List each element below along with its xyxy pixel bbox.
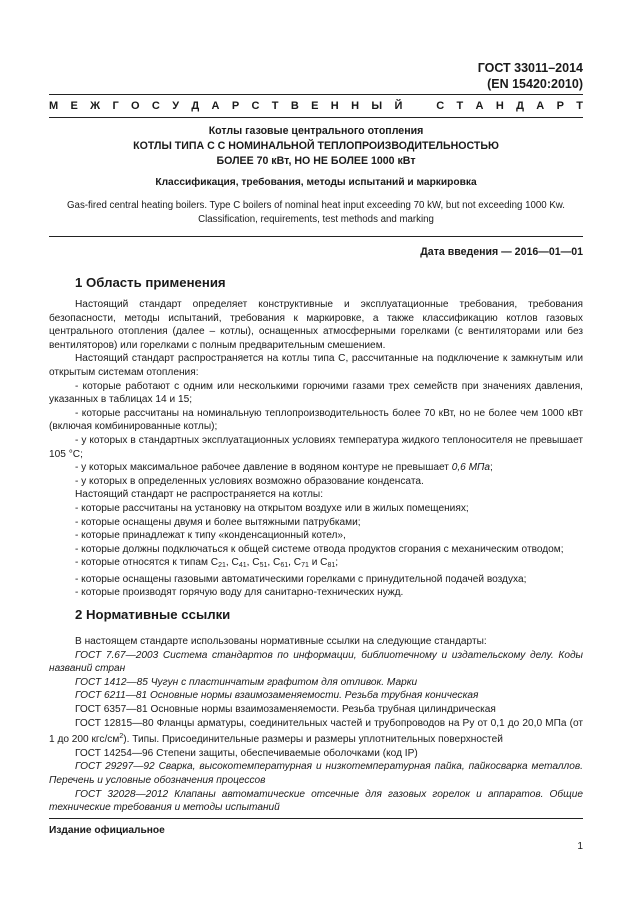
interstate-letter: М — [49, 100, 59, 112]
title-line: КОТЛЫ ТИПА С С НОМИНАЛЬНОЙ ТЕПЛОПРОИЗВОДИТЕЛЬНОСТЬЮ — [133, 140, 499, 152]
pressure-value: 0,6 МПа — [451, 462, 491, 474]
official-edition-label: Издание официальное — [49, 825, 165, 836]
type-subscript: 81 — [327, 562, 336, 570]
interstate-letter: С — [151, 100, 160, 112]
interstate-letter: Р — [231, 100, 240, 112]
interstate-letter: Е — [311, 100, 319, 112]
footer-rule — [49, 818, 583, 819]
type-subscript: 61 — [280, 562, 289, 570]
section-1-heading: 1 Область применения — [75, 275, 226, 290]
text: - которые относятся к типам С — [75, 557, 219, 569]
reference-item: ГОСТ 29297—92 Сварка, высокотемпературная и низкотемпературная пайка, пайкосварка металлов. Перечень и условные обозначения процессов — [49, 761, 583, 786]
introduction-date: Дата введения — 2016—01—01 — [420, 246, 583, 258]
text: ; — [335, 557, 339, 569]
interstate-letter: О — [131, 100, 140, 112]
text: ГОСТ 12815—80 Фланцы арматуры, соединительных частей и трубопроводов на Ру от 0,1 до 20,0 МПа (от 1 до 200 кгс/см — [49, 717, 583, 746]
reference-item: ГОСТ 14254—96 Степени защиты, обеспечиваемые оболочками (код IP) — [75, 747, 418, 759]
list-item: - у которых в стандартных эксплуатационных условиях температура жидкого теплоносителя не превышает 105 °С; — [49, 434, 583, 460]
interstate-letter: Н — [495, 100, 504, 112]
list-item: - которые принадлежат к типу «конденсационный котел», — [75, 530, 346, 542]
interstate-letter: Д — [191, 100, 200, 112]
reference-item — [49, 717, 583, 747]
type-subscript: 51 — [259, 562, 268, 570]
paragraph: Настоящий стандарт определяет конструктивные и эксплуатационные требования, требования безопасности, методы испытаний, требования к маркировке, а также классификацию котлов газовых центрального отопления (далее – котлы), оснащенных атмосферными горелками (с вентиляторами или без вентиляторов) или горелками с полным предварительным смешением. — [49, 299, 583, 351]
doc-number: ГОСТ 33011–2014 — [477, 61, 583, 75]
english-title-line: Gas-fired central heating boilers. Type C boilers of nominal heat input exceeding 70 kW, but not exceeding 1000 Kw. — [67, 200, 565, 211]
text: ). Типы. Присоединительные размеры и размеры уплотнительных поверхностей — [123, 734, 503, 746]
title-line: БОЛЕЕ 70 кВт, НО НЕ БОЛЕЕ 1000 кВт — [216, 155, 416, 167]
page-number: 1 — [577, 841, 583, 852]
interstate-letter: А — [536, 100, 545, 112]
header-rule — [49, 117, 583, 118]
en-number: (EN 15420:2010) — [487, 77, 583, 91]
type-subscript: 41 — [238, 562, 247, 570]
text: , С — [267, 557, 281, 569]
list-item — [49, 556, 583, 573]
interstate-standard-label — [49, 100, 583, 112]
word-gap — [415, 100, 424, 112]
english-title — [49, 199, 583, 227]
reference-item: ГОСТ 1412—85 Чугун с пластинчатым графитом для отливок. Марки — [75, 676, 418, 688]
interstate-letter: Ж — [90, 100, 101, 112]
reference-item: ГОСТ 32028—2012 Клапаны автоматические отсечные для газовых горелок и аппаратов. Общие технические требования и методы испытаний — [49, 788, 583, 814]
interstate-letter: Й — [394, 100, 403, 112]
interstate-letter: А — [475, 100, 484, 112]
interstate-letter: Ы — [371, 100, 383, 112]
interstate-letter: С — [436, 100, 445, 112]
interstate-letter: Т — [271, 100, 279, 112]
text: - у которых максимальное рабочее давление в водяном контуре не превышает — [75, 462, 452, 474]
text: и С — [308, 557, 328, 569]
list-item: - которые оснащены газовыми автоматическими горелками с принудительной подачей воздуха; — [75, 573, 527, 585]
standard-title — [49, 124, 583, 169]
interstate-letter: Н — [351, 100, 360, 112]
interstate-letter: Т — [456, 100, 464, 112]
interstate-letter: Е — [70, 100, 78, 112]
list-item: - которые работают с одним или несколькими горючими газами трех семейств при значениях давления, указанных в таблицах 14 и 15; — [49, 380, 583, 406]
superscript: 2 — [119, 733, 124, 741]
reference-item: ГОСТ 7.67—2003 Система стандартов по информации, библиотечному и издательскому делу. Коды названий стран — [49, 649, 583, 675]
interstate-letter: Т — [576, 100, 583, 112]
document-identifier — [478, 60, 583, 92]
interstate-letter: С — [251, 100, 260, 112]
text: , С — [225, 557, 239, 569]
list-item: - которые должны подключаться к общей системе отвода продуктов сгорания с механическим отводом; — [75, 543, 564, 555]
interstate-letter: Г — [112, 100, 119, 112]
interstate-letter: А — [211, 100, 220, 112]
paragraph: Настоящий стандарт распространяется на котлы типа С, рассчитанные на подключение к замкнутым или открытым системам отопления: — [49, 353, 583, 378]
list-item: - которые оснащены двумя и более вытяжными патрубками; — [75, 516, 361, 528]
interstate-letter: Д — [516, 100, 524, 112]
interstate-letter: В — [290, 100, 299, 112]
section-2-heading: 2 Нормативные ссылки — [75, 607, 231, 622]
title-rule — [49, 236, 583, 237]
interstate-letter: Н — [330, 100, 339, 112]
list-item: - которые рассчитаны на номинальную теплопроизводительность более 70 кВт, но не более чем 1000 кВт (включая комбинированные котлы); — [49, 407, 583, 433]
type-subscript: 21 — [218, 562, 226, 570]
reference-item: ГОСТ 6357—81 Основные нормы взаимозаменяемости. Резьба трубная цилиндрическая — [75, 703, 496, 715]
list-item: - у которых в определенных условиях возможно образование конденсата. — [75, 475, 424, 487]
type-subscript: 71 — [301, 562, 309, 570]
top-rule — [49, 94, 583, 95]
title-line: Котлы газовые центрального отопления — [208, 125, 424, 137]
list-item — [49, 461, 583, 475]
reference-item: ГОСТ 6211—81 Основные нормы взаимозаменяемости. Резьба трубная коническая — [75, 690, 479, 702]
text: , С — [288, 557, 302, 569]
paragraph: Настоящий стандарт не распространяется на котлы: — [75, 489, 324, 501]
english-title-line: Classification, requirements, test methods and marking — [198, 214, 434, 225]
standard-subtitle: Классификация, требования, методы испытаний и маркировка — [155, 177, 477, 188]
text: , С — [246, 557, 260, 569]
list-item: - которые рассчитаны на установку на открытом воздухе или в жилых помещениях; — [75, 502, 469, 514]
list-item: - которые производят горячую воду для санитарно-технических нужд. — [75, 587, 404, 599]
section-2-body — [49, 635, 583, 815]
section-1-body — [49, 298, 583, 600]
paragraph: В настоящем стандарте использованы нормативные ссылки на следующие стандарты: — [75, 636, 487, 647]
interstate-letter: У — [172, 100, 180, 112]
interstate-letter: Р — [556, 100, 564, 112]
text: ; — [490, 462, 493, 474]
